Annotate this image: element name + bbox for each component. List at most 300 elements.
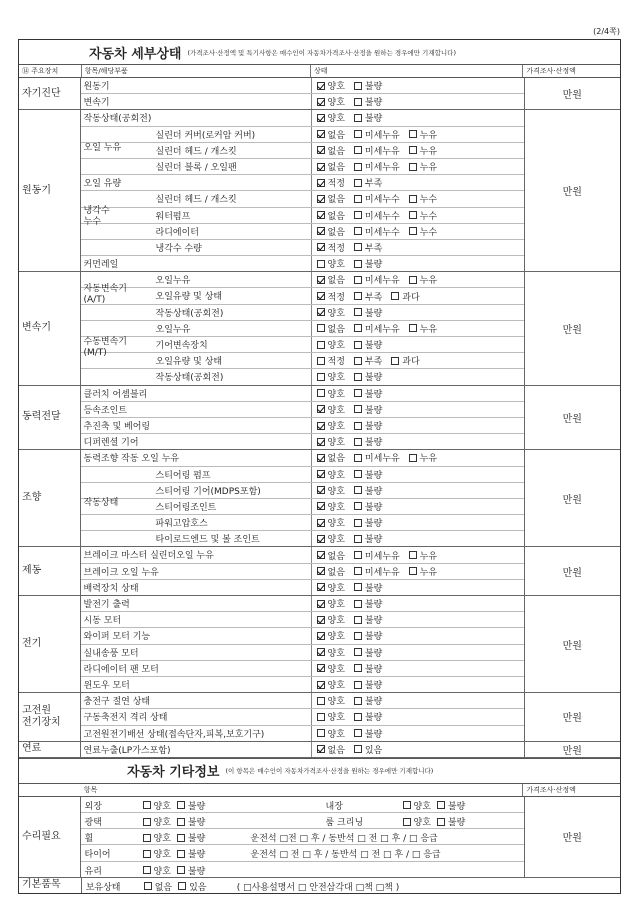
checkbox[interactable] [317,114,325,122]
checkbox[interactable] [391,357,399,365]
check-item [81,386,311,401]
etc-option[interactable] [143,864,171,877]
option-label: 불량 [364,486,383,497]
checkbox[interactable] [409,551,417,559]
checkbox[interactable] [354,745,362,753]
checkbox[interactable] [317,373,325,381]
checkbox[interactable] [354,308,362,316]
item-label: 와이퍼 모터 기능 [83,632,151,643]
state-option[interactable] [354,678,382,691]
state-option[interactable] [317,597,345,610]
etc-option[interactable] [177,799,205,812]
checkbox[interactable] [177,801,185,809]
checkbox[interactable] [317,324,325,332]
state-option[interactable] [317,273,345,286]
checkbox[interactable] [354,486,362,494]
state-option[interactable] [409,128,437,141]
option-label: 양호 [327,422,345,433]
sub-group-label: 냉각수 누수 [83,205,110,227]
state-option[interactable] [317,354,345,367]
checkbox[interactable] [317,211,325,219]
item-label: 워터펌프 [155,211,191,222]
detail-group [19,450,620,547]
option-label: 불량 [364,98,383,109]
checkbox[interactable] [403,801,411,809]
detail-group [19,596,620,693]
checkbox[interactable] [354,697,362,705]
etc-options [143,815,212,828]
checkbox[interactable] [354,632,362,640]
state-option[interactable] [317,290,345,303]
checkbox[interactable] [354,179,362,187]
check-item [81,369,311,384]
state-option[interactable] [317,144,345,157]
checkbox[interactable] [317,664,325,672]
check-row [81,142,524,158]
checkbox[interactable] [409,163,417,171]
etc-option[interactable] [177,847,205,860]
option-label: 누유 [419,567,438,578]
state-options [311,321,524,336]
etc-note: (이 항목은 매수인이 자동차가격조사·산정을 원하는 경우에만 기재합니다) [225,767,434,776]
state-option[interactable] [354,338,382,351]
state-option[interactable] [317,225,345,238]
checkbox[interactable] [354,341,362,349]
state-option[interactable] [317,209,345,222]
checkbox[interactable] [317,535,325,543]
checkbox[interactable] [317,697,325,705]
checkbox[interactable] [317,163,325,171]
state-option[interactable] [409,192,437,205]
state-option[interactable] [317,532,345,545]
state-option[interactable] [317,549,345,562]
option-label: 양호 [327,502,345,513]
checkbox[interactable] [317,519,325,527]
checkbox[interactable] [409,324,417,332]
checkbox[interactable] [354,567,362,575]
checkbox[interactable] [354,616,362,624]
checkbox[interactable] [354,648,362,656]
check-row [81,386,524,401]
checkbox[interactable] [354,98,362,106]
etc-option[interactable] [143,815,171,828]
state-option[interactable] [354,516,382,529]
state-option[interactable] [354,532,382,545]
checkbox[interactable] [354,551,362,559]
checkbox[interactable] [317,389,325,397]
checkbox[interactable] [354,357,362,365]
state-option[interactable] [317,192,345,205]
checkbox[interactable] [317,276,325,284]
state-option[interactable] [317,516,345,529]
etc-label: 룸 크리닝 [325,818,364,829]
checkbox[interactable] [354,373,362,381]
state-option[interactable] [317,484,345,497]
checkbox[interactable] [317,567,325,575]
checkbox[interactable] [409,146,417,154]
item-label: 오일유량 및 상태 [155,292,223,303]
state-option[interactable] [354,306,382,319]
state-options [311,175,524,190]
checkbox[interactable] [354,114,362,122]
etc-option[interactable] [143,847,171,860]
check-item [81,191,311,206]
state-option[interactable] [354,403,382,416]
state-option[interactable] [317,435,345,448]
checkbox[interactable] [354,470,362,478]
checkbox[interactable] [144,882,152,890]
option-label: 불량 [364,341,383,352]
checkbox[interactable] [317,454,325,462]
checkbox[interactable] [391,292,399,300]
state-option[interactable] [317,128,345,141]
checkbox[interactable] [317,616,325,624]
state-option[interactable] [317,111,345,124]
item-label: 스티어링조인트 [155,502,217,513]
checkbox[interactable] [177,834,185,842]
checkbox[interactable] [354,519,362,527]
etc-option[interactable] [144,880,172,893]
etc-option[interactable] [177,815,205,828]
state-option[interactable] [354,435,382,448]
checkbox[interactable] [317,146,325,154]
checkbox[interactable] [317,98,325,106]
checkbox[interactable] [317,243,325,251]
checkbox[interactable] [143,850,151,858]
state-options [311,693,524,708]
state-option[interactable] [409,273,437,286]
option-label: 불량 [187,866,206,877]
state-option[interactable] [317,306,345,319]
checkbox[interactable] [409,454,417,462]
checkbox[interactable] [354,600,362,608]
state-option[interactable] [354,629,382,642]
option-label: 불량 [364,422,383,433]
checkbox[interactable] [317,422,325,430]
state-option[interactable] [409,451,437,464]
checkbox[interactable] [437,801,445,809]
check-row [81,563,524,579]
checkbox[interactable] [317,583,325,591]
checkbox[interactable] [317,308,325,316]
state-option[interactable] [317,338,345,351]
checkbox[interactable] [354,276,362,284]
check-row [81,110,524,125]
state-option[interactable] [317,176,345,189]
detail-group [19,547,620,596]
option-label: 미세누유 [364,324,400,335]
checkbox[interactable] [409,227,417,235]
etc-cell [81,862,524,877]
checkbox[interactable] [409,130,417,138]
state-option[interactable] [409,549,437,562]
state-option[interactable] [354,209,400,222]
checkbox[interactable] [317,502,325,510]
etc-label: 타이어 [84,850,111,861]
group-body [80,450,524,546]
state-option[interactable] [317,468,345,481]
etc-option[interactable] [177,831,205,844]
checkbox[interactable] [354,227,362,235]
state-option[interactable] [354,662,382,675]
state-option[interactable] [317,500,345,513]
state-option[interactable] [317,79,345,92]
state-option[interactable] [409,209,437,222]
etc-option[interactable] [143,831,171,844]
etc-option[interactable] [403,815,431,828]
checkbox[interactable] [317,130,325,138]
checkbox[interactable] [317,405,325,413]
checkbox[interactable] [317,486,325,494]
state-option[interactable] [317,613,345,626]
item-label: 구동축전지 격리 상태 [83,713,168,724]
checkbox[interactable] [354,260,362,268]
state-option[interactable] [354,354,382,367]
state-option[interactable] [317,565,345,578]
checkbox[interactable] [409,567,417,575]
etc-row [81,797,524,812]
checkbox[interactable] [317,600,325,608]
check-row [81,417,524,433]
state-option[interactable] [317,743,345,756]
state-option[interactable] [317,95,345,108]
option-label: 양호 [327,405,345,416]
state-option[interactable] [354,646,382,659]
state-option[interactable] [354,581,382,594]
option-label: 양호 [327,114,345,125]
state-option[interactable] [354,241,382,254]
state-option[interactable] [354,192,400,205]
state-option[interactable] [354,549,400,562]
etc-extra: 운전석 □전 □ 후 / 동반석 □ 전 □ 후 / □ 응급 [250,834,438,845]
checkbox[interactable] [354,163,362,171]
detail-note: (가격조사·산정액 및 특기사항은 매수인이 자동차가격조사·산정을 원하는 경우에만 기재합니다) [187,48,456,57]
state-option[interactable] [317,710,345,723]
option-label: 불량 [364,114,383,125]
checkbox[interactable] [317,470,325,478]
item-label: 원동기 [83,82,110,92]
checkbox[interactable] [409,211,417,219]
checkbox[interactable] [317,82,325,90]
state-option[interactable] [354,290,382,303]
state-options [311,499,524,514]
state-option[interactable] [317,629,345,642]
check-item [81,628,311,643]
state-option[interactable] [317,727,345,740]
state-option[interactable] [354,257,382,270]
state-option[interactable] [317,160,345,173]
state-option[interactable] [354,79,382,92]
state-option[interactable] [354,597,382,610]
state-option[interactable] [354,111,382,124]
checkbox[interactable] [317,681,325,689]
etc-repair-group [19,797,620,878]
checkbox[interactable] [437,818,445,826]
state-option[interactable] [354,451,400,464]
state-option[interactable] [354,322,400,335]
check-item [81,110,311,125]
checkbox[interactable] [354,195,362,203]
state-option[interactable] [354,500,382,513]
check-item [81,661,311,676]
checkbox[interactable] [409,195,417,203]
state-option[interactable] [317,370,345,383]
option-label: 불량 [364,729,383,740]
checkbox[interactable] [317,648,325,656]
option-label: 적정 [327,179,345,190]
state-option[interactable] [409,322,437,335]
checkbox[interactable] [354,292,362,300]
option-label: 적정 [327,243,345,254]
checkbox[interactable] [177,850,185,858]
state-option[interactable] [354,225,400,238]
option-label: 누유 [419,130,438,141]
option-label: 없음 [327,227,345,238]
etc-label: 휠 [84,834,94,845]
checkbox[interactable] [317,227,325,235]
checkbox[interactable] [317,551,325,559]
checkbox[interactable] [317,341,325,349]
etc-option[interactable] [403,799,431,812]
checkbox[interactable] [354,324,362,332]
checkbox[interactable] [317,745,325,753]
state-options [311,143,524,158]
checkbox[interactable] [354,82,362,90]
state-option[interactable] [409,225,437,238]
state-option[interactable] [354,468,382,481]
checkbox[interactable] [317,292,325,300]
detail-group [19,386,620,451]
item-label: 동력조향 작동 오일 누유 [83,454,180,465]
state-option[interactable] [317,403,345,416]
checkbox[interactable] [177,818,185,826]
checkbox[interactable] [143,834,151,842]
etc-option[interactable] [178,880,206,893]
state-option[interactable] [409,565,437,578]
checkbox[interactable] [317,438,325,446]
state-option[interactable] [354,387,382,400]
checkbox[interactable] [317,260,325,268]
checkbox[interactable] [354,146,362,154]
state-option[interactable] [354,176,382,189]
check-row [81,368,524,384]
checkbox[interactable] [354,389,362,397]
state-option[interactable] [354,370,382,383]
checkbox[interactable] [317,729,325,737]
checkbox[interactable] [354,211,362,219]
state-options [311,661,524,676]
state-option[interactable] [391,290,419,303]
state-option[interactable] [317,322,345,335]
state-option[interactable] [317,581,345,594]
option-label: 있음 [189,882,207,893]
state-options [311,628,524,643]
option-label: 누유 [419,551,438,562]
checkbox[interactable] [317,632,325,640]
state-option[interactable] [317,678,345,691]
detail-column-header [19,65,620,78]
etc-option[interactable] [177,864,205,877]
state-option[interactable] [317,257,345,270]
checkbox[interactable] [354,243,362,251]
state-option[interactable] [354,419,382,432]
checkbox[interactable] [354,535,362,543]
checkbox[interactable] [143,801,151,809]
state-option[interactable] [317,694,345,707]
check-item [81,483,311,498]
checkbox[interactable] [403,818,411,826]
checkbox[interactable] [354,438,362,446]
checkbox[interactable] [354,729,362,737]
state-option[interactable] [409,144,437,157]
state-option[interactable] [317,451,345,464]
option-label: 미세누유 [364,146,400,157]
checkbox[interactable] [317,713,325,721]
state-option[interactable] [317,419,345,432]
check-row [81,676,524,692]
etc-options [403,799,472,812]
check-row [81,239,524,255]
state-option[interactable] [354,484,382,497]
etc-option[interactable] [437,815,465,828]
checkbox[interactable] [354,664,362,672]
checkbox[interactable] [354,405,362,413]
checkbox[interactable] [317,179,325,187]
checkbox[interactable] [354,681,362,689]
check-row [81,627,524,643]
etc-option[interactable] [143,799,171,812]
state-option[interactable] [317,387,345,400]
state-option[interactable] [409,160,437,173]
state-option[interactable] [354,273,400,286]
checkbox[interactable] [317,195,325,203]
state-options [311,418,524,433]
state-option[interactable] [354,743,382,756]
checkbox[interactable] [177,866,185,874]
checkbox[interactable] [354,422,362,430]
checkbox[interactable] [354,454,362,462]
checkbox[interactable] [409,276,417,284]
state-option[interactable] [317,646,345,659]
checkbox[interactable] [354,583,362,591]
etc-option[interactable] [437,799,465,812]
checkbox[interactable] [143,866,151,874]
state-option[interactable] [354,613,382,626]
checkbox[interactable] [354,130,362,138]
state-option[interactable] [391,354,419,367]
state-option[interactable] [354,144,400,157]
option-label: 미세누유 [364,163,400,174]
state-option[interactable] [354,565,400,578]
state-option[interactable] [354,710,382,723]
state-option[interactable] [317,241,345,254]
checkbox[interactable] [143,818,151,826]
state-option[interactable] [354,727,382,740]
checkbox[interactable] [354,713,362,721]
sub-group-label: 오일 누유 [83,142,122,153]
checkbox[interactable] [354,502,362,510]
state-option[interactable] [354,694,382,707]
state-option[interactable] [354,128,400,141]
state-option[interactable] [317,662,345,675]
state-option[interactable] [354,160,400,173]
state-options [311,191,524,206]
state-option[interactable] [354,95,382,108]
checkbox[interactable] [317,357,325,365]
item-label: 냉각수 수량 [155,243,202,254]
checkbox[interactable] [178,882,186,890]
group-body [80,693,524,741]
